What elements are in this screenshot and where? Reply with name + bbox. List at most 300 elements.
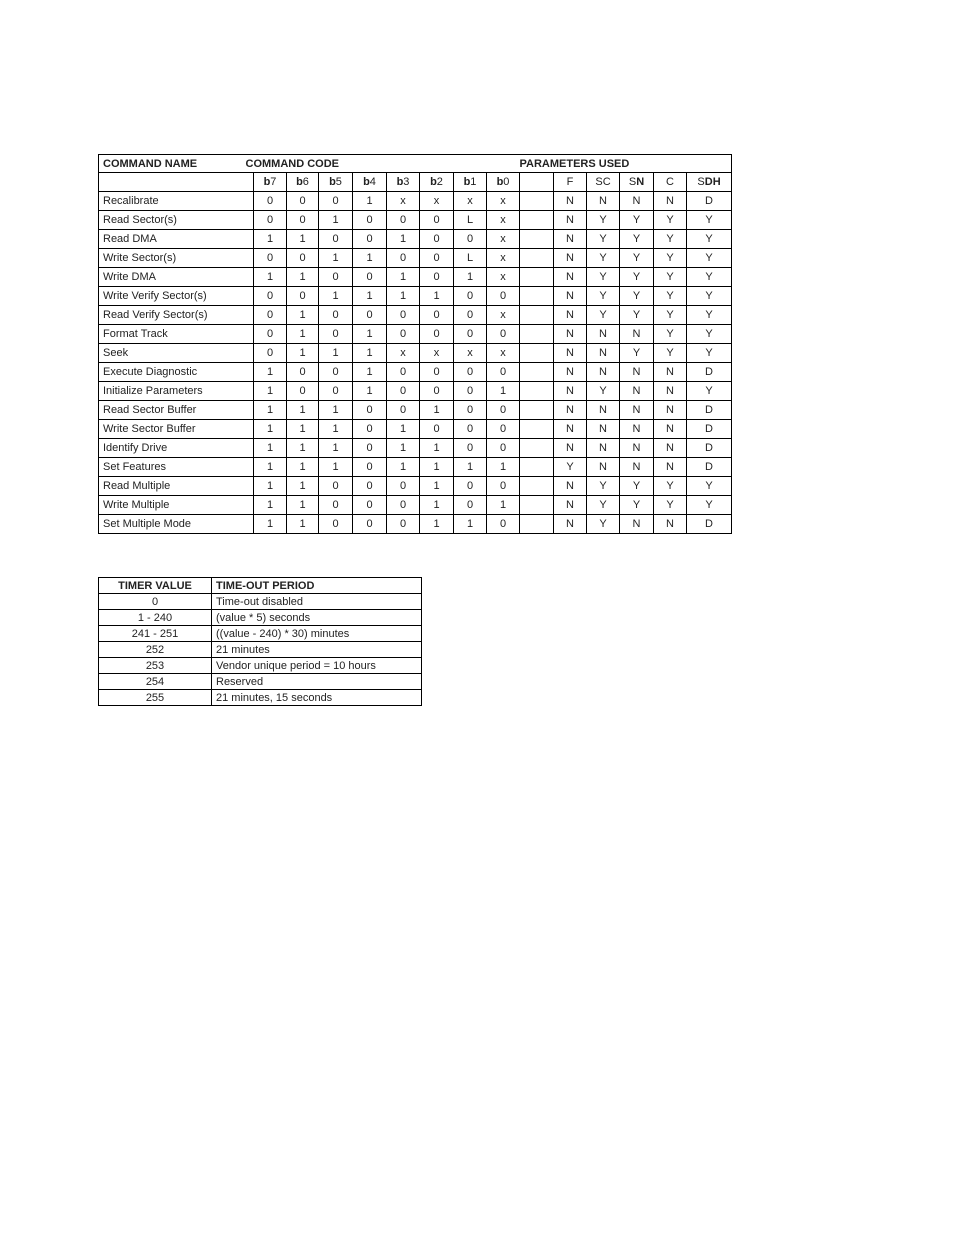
param-header [654,173,687,192]
param-cell: Y [654,306,687,325]
param-cell: Y [554,458,587,477]
param-header-bold: DH [704,176,721,188]
param-header-main: C [666,176,674,188]
bit-cell: 1 [287,420,319,439]
bit-cell: x [420,192,454,211]
bit-cell: 0 [319,268,353,287]
param-cell: Y [687,344,732,363]
param-cell: Y [687,211,732,230]
command-name-cell: Read Sector Buffer [99,401,254,420]
bit-cell: 0 [387,306,420,325]
timer-value-cell: 241 - 251 [99,626,212,642]
bit-cell: 1 [319,344,353,363]
param-cell: Y [620,344,654,363]
bit-cell: 0 [387,477,420,496]
spacer-cell [520,420,554,439]
param-cell: N [654,458,687,477]
spacer-cell [520,211,554,230]
bit-cell: 1 [387,439,420,458]
table-row [99,192,732,211]
param-cell: N [587,458,620,477]
bit-cell: 1 [353,287,387,306]
bit-cell: 0 [387,363,420,382]
bit-cell: 0 [454,306,487,325]
param-cell: N [554,192,587,211]
spacer-cell [520,458,554,477]
bit-cell: 0 [487,287,520,306]
table-row [99,363,732,382]
bit-header-prefix: b [463,176,471,188]
timer-value-table [98,577,422,706]
bit-header-number: 7 [270,176,277,188]
bit-cell: 0 [454,230,487,249]
bit-cell: 0 [454,382,487,401]
bit-cell: 1 [287,458,319,477]
bit-cell: 0 [353,458,387,477]
param-cell: N [554,496,587,515]
bit-cell: 0 [254,192,287,211]
command-name-cell: Recalibrate [99,192,254,211]
param-cell: N [654,192,687,211]
bit-cell: 1 [319,287,353,306]
bit-cell: 1 [387,268,420,287]
param-cell: N [554,287,587,306]
spacer-cell [520,515,554,534]
timer-table-header-row [99,578,422,594]
bit-cell: x [487,192,520,211]
bit-cell: 1 [319,458,353,477]
param-cell: Y [687,496,732,515]
param-cell: Y [654,230,687,249]
bit-header-prefix: b [396,176,404,188]
bit-cell: x [420,344,454,363]
table-row [99,344,732,363]
bit-cell: 1 [287,268,319,287]
command-name-cell: Identify Drive [99,439,254,458]
bit-cell: 0 [454,325,487,344]
spacer-cell [520,344,554,363]
spacer-cell [520,477,554,496]
spacer-cell [520,363,554,382]
timeout-period-cell: ((value - 240) * 30) minutes [212,626,422,642]
param-cell: Y [687,382,732,401]
bit-cell: 0 [353,477,387,496]
param-cell: N [620,439,654,458]
command-name-cell: Read Verify Sector(s) [99,306,254,325]
spacer-cell [520,249,554,268]
bit-cell: 1 [420,496,454,515]
bit-header-number: 6 [302,176,309,188]
bit-cell: 1 [420,439,454,458]
bit-cell: 1 [319,439,353,458]
bit-cell: 1 [254,420,287,439]
param-cell: N [554,230,587,249]
param-cell: N [587,344,620,363]
bit-cell: 1 [387,230,420,249]
bit-cell: x [387,344,420,363]
bit-header [254,173,287,192]
bit-cell: 0 [487,515,520,534]
bit-header-number: 5 [335,176,342,188]
param-cell: Y [587,515,620,534]
param-cell: Y [587,230,620,249]
timer-value-cell: 255 [99,690,212,706]
bit-cell: 1 [254,496,287,515]
bit-cell: x [487,211,520,230]
bit-cell: 1 [454,268,487,287]
param-cell: N [554,420,587,439]
command-table-body [99,192,732,534]
param-cell: Y [687,287,732,306]
bit-cell: 0 [353,268,387,287]
bit-cell: 0 [454,439,487,458]
bit-cell: 0 [454,287,487,306]
bit-cell: 0 [420,325,454,344]
table-row [99,268,732,287]
param-cell: N [620,515,654,534]
table-row [99,420,732,439]
spacer-cell [520,268,554,287]
param-cell: N [554,306,587,325]
command-name-header: COMMAND NAME [99,155,254,173]
bit-cell: 0 [387,211,420,230]
timer-value-header: TIMER VALUE [99,578,212,594]
param-cell: Y [620,477,654,496]
param-cell: Y [587,382,620,401]
bit-cell: 0 [387,325,420,344]
param-cell: Y [587,496,620,515]
param-cell: Y [687,230,732,249]
param-cell: Y [587,211,620,230]
param-header-bold: N [636,176,645,188]
param-cell: D [687,401,732,420]
bit-cell: 0 [353,420,387,439]
bit-cell: 0 [454,420,487,439]
bit-header [287,173,319,192]
param-cell: Y [587,477,620,496]
param-cell: N [654,363,687,382]
bit-cell: x [454,344,487,363]
bit-header-prefix: b [430,176,437,188]
bit-cell: 0 [287,287,319,306]
param-cell: Y [587,287,620,306]
bit-header-number: 3 [403,176,410,188]
param-cell: D [687,192,732,211]
bit-cell: 1 [487,382,520,401]
param-cell: Y [620,496,654,515]
param-cell: Y [687,325,732,344]
spacer-cell [520,192,554,211]
param-cell: N [587,439,620,458]
command-name-cell: Execute Diagnostic [99,363,254,382]
bit-header [353,173,387,192]
timer-value-cell: 253 [99,658,212,674]
spacer-cell [520,306,554,325]
param-cell: Y [620,249,654,268]
bit-cell: 0 [353,211,387,230]
param-cell: Y [587,249,620,268]
bit-cell: 0 [319,477,353,496]
bit-cell: x [487,268,520,287]
bit-cell: 0 [353,230,387,249]
bit-cell: 1 [319,401,353,420]
bit-cell: 0 [254,249,287,268]
bit-cell: 1 [254,477,287,496]
param-cell: N [554,249,587,268]
param-header [554,173,587,192]
bit-cell: 1 [287,325,319,344]
bit-cell: 0 [254,344,287,363]
bit-header-prefix: b [329,176,336,188]
param-cell: N [654,439,687,458]
param-cell: N [554,268,587,287]
bit-cell: 1 [287,306,319,325]
command-name-cell: Write DMA [99,268,254,287]
timeout-period-cell: Time-out disabled [212,594,422,610]
param-cell: Y [654,211,687,230]
table-row [99,674,422,690]
param-cell: Y [654,249,687,268]
timeout-period-cell: 21 minutes, 15 seconds [212,690,422,706]
param-cell: Y [687,249,732,268]
bit-cell: 0 [487,401,520,420]
bit-cell: 0 [487,325,520,344]
param-cell: N [620,382,654,401]
timeout-period-cell: Vendor unique period = 10 hours [212,658,422,674]
command-name-cell: Format Track [99,325,254,344]
param-cell: N [554,439,587,458]
param-header-main: S [697,176,705,188]
bit-cell: L [454,211,487,230]
param-cell: N [620,363,654,382]
bit-cell: 1 [287,344,319,363]
spacer-cell [520,230,554,249]
bit-cell: 1 [254,439,287,458]
bit-cell: 1 [387,287,420,306]
bit-cell: 0 [319,325,353,344]
bit-cell: 1 [420,401,454,420]
bit-cell: 1 [454,458,487,477]
bit-cell: 0 [319,192,353,211]
command-name-cell: Read Multiple [99,477,254,496]
bit-cell: 0 [487,477,520,496]
bit-header-prefix: b [496,176,504,188]
param-cell: D [687,420,732,439]
bit-cell: 0 [254,306,287,325]
command-name-cell: Set Multiple Mode [99,515,254,534]
bit-cell: 1 [287,401,319,420]
param-cell: D [687,439,732,458]
bit-cell: x [487,306,520,325]
param-cell: N [587,420,620,439]
bit-cell: 0 [287,382,319,401]
param-cell: Y [654,268,687,287]
timeout-period-cell: 21 minutes [212,642,422,658]
bit-header-prefix: b [263,176,271,188]
param-cell: N [620,325,654,344]
bit-cell: 0 [387,515,420,534]
param-cell: N [654,515,687,534]
param-cell: Y [687,306,732,325]
bit-header-number: 1 [470,176,477,188]
table-row [99,458,732,477]
command-name-cell: Write Sector Buffer [99,420,254,439]
param-cell: Y [654,344,687,363]
bit-cell: 1 [353,382,387,401]
timer-value-cell: 252 [99,642,212,658]
bit-cell: 1 [254,401,287,420]
bit-cell: 0 [353,306,387,325]
bit-cell: 1 [254,458,287,477]
bit-cell: 0 [420,230,454,249]
bit-cell: 0 [319,363,353,382]
param-cell: D [687,458,732,477]
table-row [99,626,422,642]
bit-cell: 0 [287,249,319,268]
table-row [99,325,732,344]
command-name-cell: Set Features [99,458,254,477]
bit-cell: 0 [319,382,353,401]
param-cell: Y [654,496,687,515]
timer-value-cell: 0 [99,594,212,610]
bit-cell: 0 [420,420,454,439]
spacer-cell [520,496,554,515]
param-cell: Y [654,477,687,496]
param-cell: N [554,363,587,382]
table-row [99,594,422,610]
command-name-cell: Read Sector(s) [99,211,254,230]
bit-cell: 0 [353,515,387,534]
command-name-cell: Write Verify Sector(s) [99,287,254,306]
param-cell: N [554,401,587,420]
bit-cell: 0 [454,363,487,382]
spacer-cell [520,439,554,458]
timeout-period-cell: Reserved [212,674,422,690]
param-header-main: SC [595,176,611,188]
param-cell: N [587,363,620,382]
command-name-cell: Write Multiple [99,496,254,515]
bit-cell: 0 [387,401,420,420]
param-cell: Y [654,287,687,306]
param-cell: N [654,420,687,439]
param-header [687,173,732,192]
bit-cell: 1 [387,458,420,477]
bit-cell: x [487,344,520,363]
bit-cell: 0 [287,192,319,211]
bit-cell: 1 [319,420,353,439]
param-header-main: S [628,176,637,188]
bit-cell: 1 [287,230,319,249]
bit-cell: 0 [254,287,287,306]
table-row [99,230,732,249]
bit-cell: x [454,192,487,211]
bit-cell: 1 [353,325,387,344]
param-cell: Y [620,287,654,306]
param-header-main: F [566,176,574,188]
param-header [587,173,620,192]
param-cell: N [620,420,654,439]
param-cell: N [554,344,587,363]
bit-cell: x [487,249,520,268]
bit-header [487,173,520,192]
bit-cell: 1 [287,477,319,496]
bit-cell: 0 [353,401,387,420]
table-row [99,401,732,420]
bit-cell: 0 [454,496,487,515]
param-cell: Y [654,325,687,344]
bit-header-number: 4 [369,176,376,188]
bit-cell: 0 [420,363,454,382]
table-row [99,477,732,496]
bit-cell: 0 [420,382,454,401]
command-name-cell: Read DMA [99,230,254,249]
bit-cell: 1 [387,420,420,439]
command-name-cell: Initialize Parameters [99,382,254,401]
command-name-cell: Seek [99,344,254,363]
table-row [99,610,422,626]
bit-cell: 0 [420,211,454,230]
bit-cell: 1 [254,363,287,382]
bit-cell: 0 [420,306,454,325]
bit-cell: 1 [353,344,387,363]
bit-cell: 1 [454,515,487,534]
bit-cell: 1 [319,249,353,268]
bit-cell: 1 [287,515,319,534]
bit-header [454,173,487,192]
param-cell: N [620,458,654,477]
bit-cell: 1 [353,249,387,268]
param-cell: N [554,477,587,496]
bit-cell: 0 [254,211,287,230]
param-header [620,173,654,192]
timer-value-cell: 254 [99,674,212,690]
bit-cell: 1 [287,496,319,515]
bit-cell: 1 [287,439,319,458]
command-table-title-row [99,155,732,173]
param-cell: D [687,363,732,382]
blank-subheader [99,173,254,192]
param-cell: Y [620,230,654,249]
param-cell: Y [687,268,732,287]
bit-cell: 0 [319,496,353,515]
param-cell: Y [620,211,654,230]
bit-cell: 1 [254,230,287,249]
table-row [99,658,422,674]
bit-cell: 0 [420,249,454,268]
command-table-subheader-row [99,173,732,192]
table-row [99,642,422,658]
parameters-used-header-text: PARAMETERS USED [519,157,630,170]
table-row [99,287,732,306]
bit-header-prefix: b [363,176,370,188]
timer-table-body [99,594,422,706]
bit-cell: 0 [319,306,353,325]
bit-cell: 1 [420,477,454,496]
param-cell: N [654,401,687,420]
param-cell: N [554,382,587,401]
param-cell: N [554,515,587,534]
bit-cell: 1 [353,192,387,211]
bit-cell: 0 [454,401,487,420]
bit-header [420,173,454,192]
bit-cell: 1 [487,496,520,515]
param-cell: N [654,382,687,401]
table-row [99,306,732,325]
spacer-cell [520,325,554,344]
bit-cell: 1 [254,382,287,401]
param-cell: Y [620,306,654,325]
bit-cell: 0 [319,230,353,249]
